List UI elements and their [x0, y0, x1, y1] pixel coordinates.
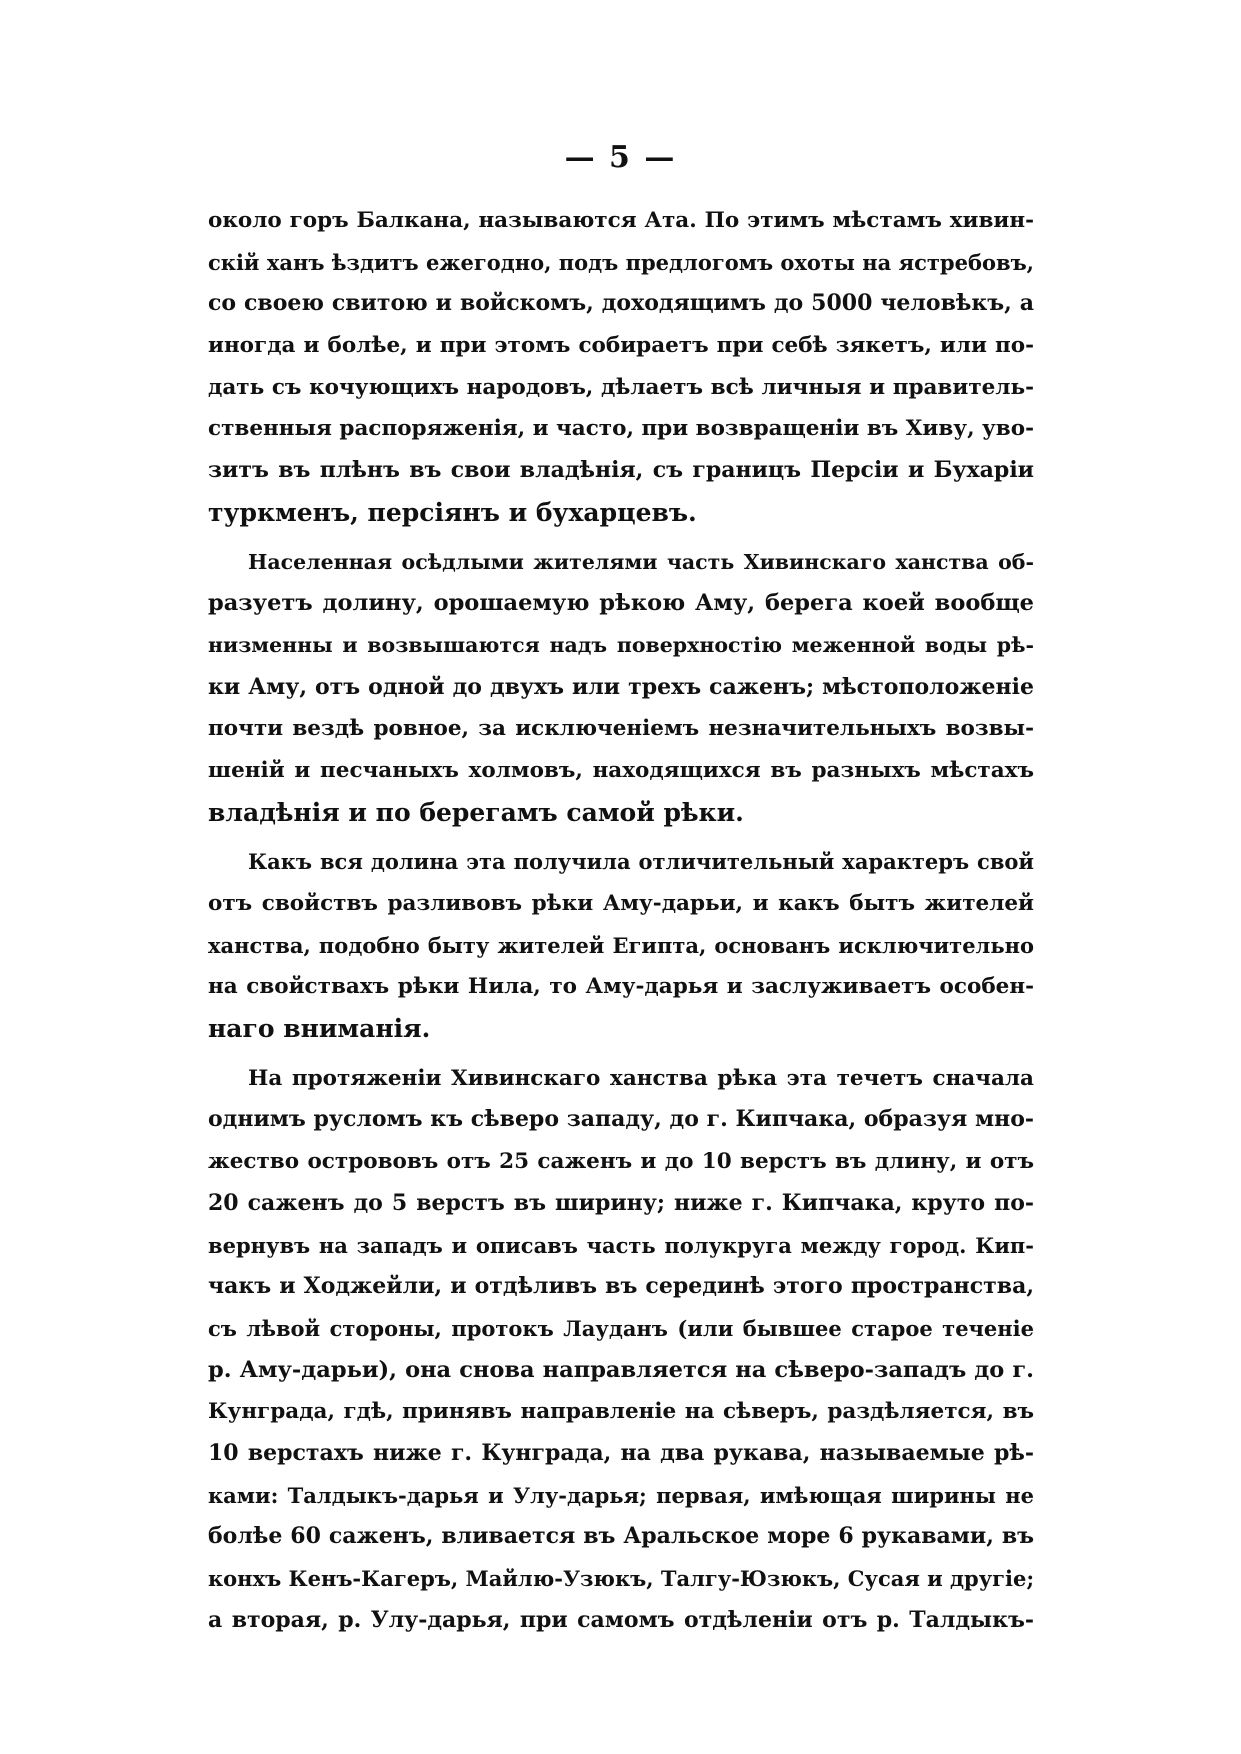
text-line: Населенная осѣдлыми жителями часть Хивинскаго ханства об-: [248, 549, 1034, 574]
text-line: вернувъ на западъ и описавъ часть полукруга между город. Кип-: [208, 1232, 1034, 1258]
text-line: ханства, подобно быту жителей Египта, основанъ исключительно: [208, 932, 1034, 958]
text-line: Какъ вся долина эта получила отличительный характеръ свой: [248, 849, 1034, 875]
text-line: шеній и песчаныхъ холмовъ, находящихся въ разныхъ мѣстахъ: [208, 757, 1034, 783]
text-line: ки Аму, отъ одной до двухъ или трехъ саженъ; мѣстоположеніе: [208, 673, 1034, 700]
text-line: иногда и болѣе, и при этомъ собираетъ при себѣ зякетъ, или по-: [208, 333, 1034, 359]
text-line: дать съ кочующихъ народовъ, дѣлаетъ всѣ личныя и правитель-: [208, 374, 1034, 400]
text-line: зитъ въ плѣнъ въ свои владѣнія, съ границъ Персіи и Бухаріи: [208, 457, 1034, 484]
paragraph-gap: [208, 1050, 1034, 1058]
paragraph-4: [208, 1058, 1034, 1642]
body-text: [208, 200, 1034, 1641]
text-line: 10 верстахъ ниже г. Кунграда, на два рукава, называемые рѣ-: [208, 1439, 1034, 1466]
text-line: на свойствахъ рѣки Нила, то Аму-дарья и заслуживаетъ особен-: [208, 974, 1034, 1000]
text-line: почти вездѣ ровное, за исключеніемъ незначительныхъ возвы-: [208, 716, 1034, 742]
text-line: 20 саженъ до 5 верстъ въ ширину; ниже г. Кипчака, круто по-: [208, 1189, 1034, 1216]
text-line: жество острововъ отъ 25 саженъ и до 10 верстъ въ длину, и отъ: [208, 1149, 1034, 1175]
paragraph-gap: [208, 534, 1034, 542]
text-line: чакъ и Ходжейли, и отдѣливъ въ серединѣ этого пространства,: [208, 1273, 1034, 1300]
text-line: однимъ русломъ къ сѣверо западу, до г. Кипчака, образуя мно-: [208, 1106, 1034, 1133]
text-line: туркменъ, персіянъ и бухарцевъ.: [208, 497, 697, 527]
text-line: конхъ Кенъ-Кагеръ, Майлю-Узюкъ, Талгу-Юзюкъ, Сусая и другіе;: [208, 1566, 1034, 1591]
text-line: съ лѣвой стороны, протокъ Лауданъ (или бывшее старое теченіе: [208, 1315, 1034, 1341]
paragraph-gap: [208, 833, 1034, 841]
text-line: На протяженіи Хивинскаго ханства рѣка эта течетъ сначала: [248, 1065, 1034, 1091]
text-line: наго вниманія.: [208, 1014, 431, 1044]
text-line: разуетъ долину, орошаемую рѣкою Аму, берега коей вообще: [208, 590, 1034, 617]
text-line: со своею свитою и войскомъ, доходящимъ до 5000 человѣкъ, а: [208, 290, 1034, 317]
text-line: около горъ Балкана, называются Ата. По этимъ мѣстамъ хивин-: [208, 208, 1034, 233]
paragraph-3: [208, 841, 1034, 1049]
text-line: ками: Талдыкъ-дарья и Улу-дарья; первая, имѣющая ширины не: [208, 1482, 1034, 1508]
text-line: ственныя распоряженія, и часто, при возвращеніи въ Хиву, уво-: [208, 416, 1034, 442]
text-line: а вторая, р. Улу-дарья, при самомъ отдѣленіи отъ р. Талдыкъ-: [208, 1606, 1034, 1633]
text-line: р. Аму-дарьи), она снова направляется на сѣверо-западъ до г.: [208, 1356, 1034, 1383]
text-line: отъ свойствъ разливовъ рѣки Аму-дарьи, и какъ бытъ жителей: [208, 891, 1034, 916]
text-line: болѣе 60 саженъ, вливается въ Аральское море 6 рукавами, въ: [208, 1523, 1034, 1550]
text-line: низменны и возвышаются надъ поверхностію меженной воды рѣ-: [208, 632, 1034, 657]
paragraph-2: [208, 542, 1034, 834]
text-line: скій ханъ ѣздитъ ежегодно, подъ предлогомъ охоты на ястребовъ,: [208, 249, 1034, 275]
text-line: владѣнія и по берегамъ самой рѣки.: [208, 797, 744, 827]
page-number: — 5 —: [564, 140, 677, 175]
text-line: Кунграда, гдѣ, принявъ направленіе на сѣверъ, раздѣляется, въ: [208, 1399, 1034, 1425]
paragraph-1: [208, 200, 1034, 534]
